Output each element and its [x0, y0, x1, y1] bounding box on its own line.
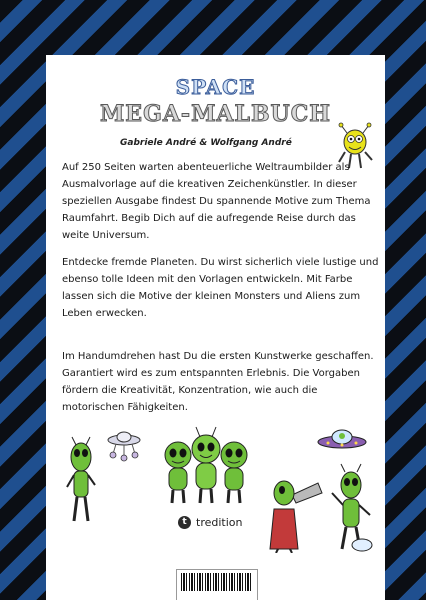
purple-ufo-illustration — [316, 427, 368, 451]
title-mega-malbuch: MEGA-MALBUCH — [99, 101, 332, 127]
publisher-mark — [178, 514, 242, 530]
waving-alien-illustration — [328, 463, 374, 553]
description-paragraph-2: Entdecke fremde Planeten. Du wirst sicherlich viele lustige und ebenso tolle Ideen mit den Vorlagen entwickeln. Mit Farbe lassen sich die Motive der kleinen Monsters und Aliens zum Leben erwecken. — [62, 257, 379, 319]
three-green-aliens-illustration — [160, 423, 252, 505]
back-cover-panel — [46, 55, 385, 600]
description-paragraph-3: Im Handumdrehen hast Du die ersten Kunstwerke geschaffen. Garantiert wird es zum entspannten Erlebnis. Die Vorgaben fördern die Kreativität, Konzentration, wie auch die motorischen Fähigkeiten. — [62, 351, 374, 413]
title-space: SPACE — [175, 75, 256, 99]
publisher-name: tredition — [196, 515, 243, 529]
barcode-bars — [181, 573, 253, 591]
green-alien-left-illustration — [64, 431, 98, 525]
alien-with-telescope-illustration — [268, 469, 324, 553]
isbn-barcode — [176, 569, 258, 600]
authors: Gabriele André & Wolfgang André — [120, 138, 292, 148]
description-paragraph-1: Auf 250 Seiten warten abenteuerliche Weltraumbilder als Ausmalvorlage auf die kreativen Zeichenkünstler. In dieser speziellen Ausgabe findest Du spannende Motive zum Thema Raumfahrt. Begib Dich auf die aufregende Reise durch das weite Universum. — [62, 162, 371, 241]
small-ufo-illustration — [106, 430, 142, 462]
tredition-logo-icon: t — [178, 516, 191, 529]
